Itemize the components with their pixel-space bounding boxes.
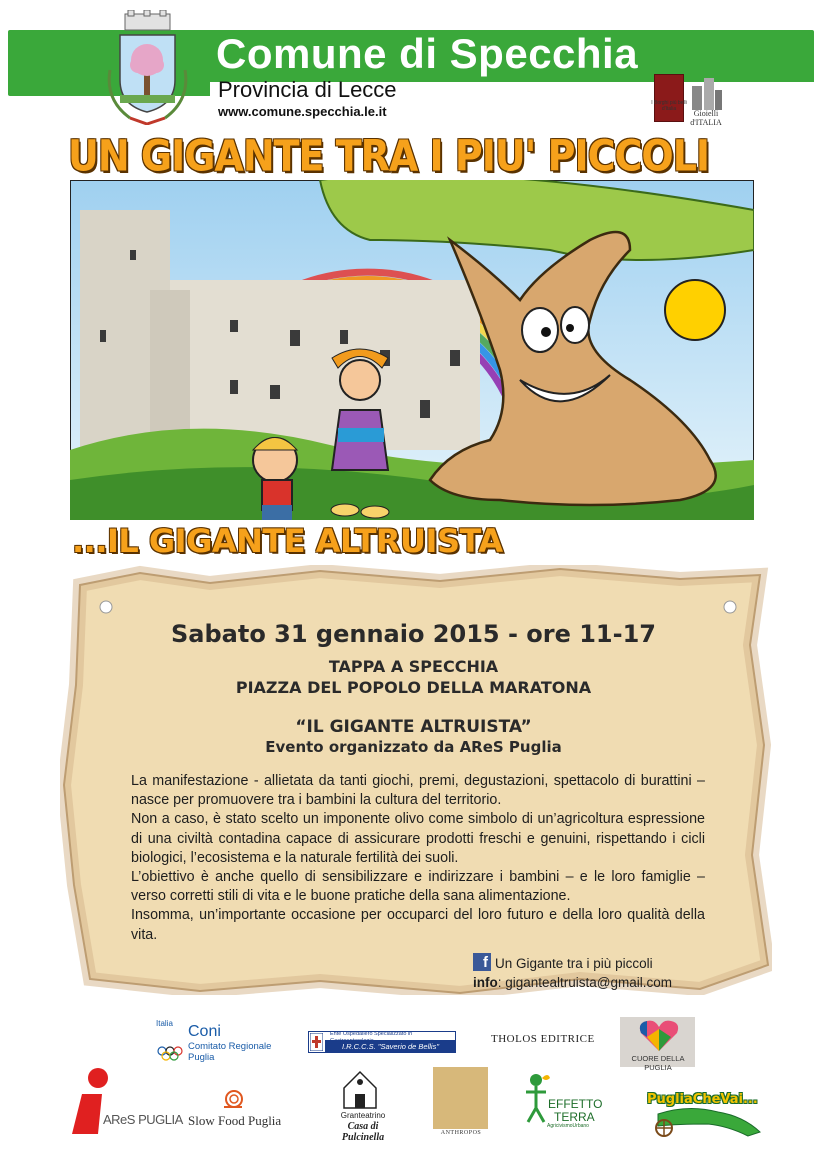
coat-of-arms-icon bbox=[100, 10, 195, 125]
coni-logo-text: Coni bbox=[188, 1023, 221, 1040]
info-email[interactable]: : gigantealtruista@gmail.com bbox=[497, 975, 673, 990]
description-paragraph: L’obiettivo è anche quello di sensibilizzare e indirizzare i bambini – e le loro famiglie – verso corretti stili di vita e le buone pratiche della sana alimentazione. bbox=[131, 869, 705, 905]
effetto-terra-figure-icon bbox=[522, 1072, 550, 1124]
contact-info bbox=[473, 975, 672, 990]
borghi-badge-icon bbox=[654, 74, 684, 122]
ares-logo-text: AReS PUGLIA bbox=[103, 1112, 183, 1127]
description-paragraph: Insomma, un’importante occasione per occuparci del loro futuro e della loro qualità della vita. bbox=[131, 907, 705, 943]
heart-mosaic-icon bbox=[637, 1019, 681, 1053]
event-place: PIAZZA DEL POPOLO DELLA MARATONA bbox=[235, 678, 592, 697]
facebook-page-link[interactable]: Un Gigante tra i più piccoli bbox=[495, 956, 653, 971]
poster-headline: UN GIGANTE TRA I PIU' PICCOLI bbox=[68, 131, 710, 181]
facebook-icon[interactable]: f bbox=[473, 953, 491, 971]
pulcinella-logo-top: Granteatrino bbox=[340, 1111, 386, 1120]
province-subtitle: Provincia di Lecce bbox=[218, 77, 397, 102]
slowfood-logo-text: Slow Food Puglia bbox=[188, 1113, 282, 1128]
tholos-logo-text: THOLOS EDITRICE bbox=[491, 1033, 595, 1045]
olympic-rings-icon bbox=[156, 1045, 184, 1063]
event-description bbox=[131, 772, 705, 945]
pulcinella-logo-text: Casa di Pulcinella bbox=[341, 1121, 385, 1143]
hospital-cross-icon bbox=[310, 1033, 323, 1051]
pugliachevai-logo-text: PugliaCheVai... bbox=[647, 1092, 758, 1107]
event-name: “IL GIGANTE ALTRUISTA” bbox=[295, 717, 532, 737]
coni-region-text: Comitato Regionale Puglia bbox=[188, 1041, 272, 1063]
cuore-logo-text: CUORE DELLA PUGLIA bbox=[631, 1054, 685, 1072]
poster-illustration bbox=[70, 180, 754, 520]
ares-logo-icon bbox=[68, 1068, 112, 1138]
snail-icon bbox=[222, 1089, 244, 1109]
bellis-description: Ente Ospedaliero Specializzato in bbox=[330, 1031, 413, 1037]
coni-italia-label: Italia bbox=[156, 1019, 173, 1028]
effetto-terra-logo-text: EFFETTO bbox=[548, 1097, 603, 1111]
website-url[interactable]: www.comune.specchia.le.it bbox=[218, 104, 387, 119]
info-label: info bbox=[473, 975, 498, 990]
event-date: Sabato 31 gennaio 2015 - ore 11-17 bbox=[170, 620, 656, 648]
poster-subheadline: ...IL GIGANTE ALTRUISTA bbox=[72, 522, 503, 560]
anthropos-logo-text: ANTHROPOS bbox=[440, 1130, 482, 1136]
municipality-title: Comune di Specchia bbox=[216, 30, 639, 77]
event-stage: TAPPA A SPECCHIA bbox=[328, 657, 499, 676]
theatre-house-icon bbox=[340, 1068, 380, 1110]
event-organizer: Evento organizzato da AReS Puglia bbox=[265, 738, 562, 756]
gioielli-badge-label: Gioielli d'ITALIA bbox=[690, 109, 722, 127]
effetto-terra-tagline: AgricivismoUrbano bbox=[547, 1123, 589, 1129]
effetto-terra-logo-text-2: TERRA bbox=[554, 1110, 595, 1124]
bellis-logo-text: I.R.C.C.S. "Saverio de Bellis" bbox=[325, 1040, 456, 1053]
borghi-badge-label: I Borghi più belli d'Italia bbox=[651, 100, 687, 112]
description-paragraph: La manifestazione - allietata da tanti giochi, premi, degustazioni, spettacolo di burattini – nasce per promuovere tra i bambini la cultura del territorio. bbox=[131, 773, 705, 809]
description-paragraph: Non a caso, è stato scelto un imponente olivo come simbolo di un’agricoltura espressione di una civiltà contadina capace di assicurare prodotti freschi e genuini, rispettando i cicli biologici, l’ecosistema e la naturale fertilità dei suoli. bbox=[131, 811, 705, 866]
anthropos-logo-image bbox=[433, 1067, 488, 1129]
puglia-map-icon bbox=[648, 1104, 766, 1138]
